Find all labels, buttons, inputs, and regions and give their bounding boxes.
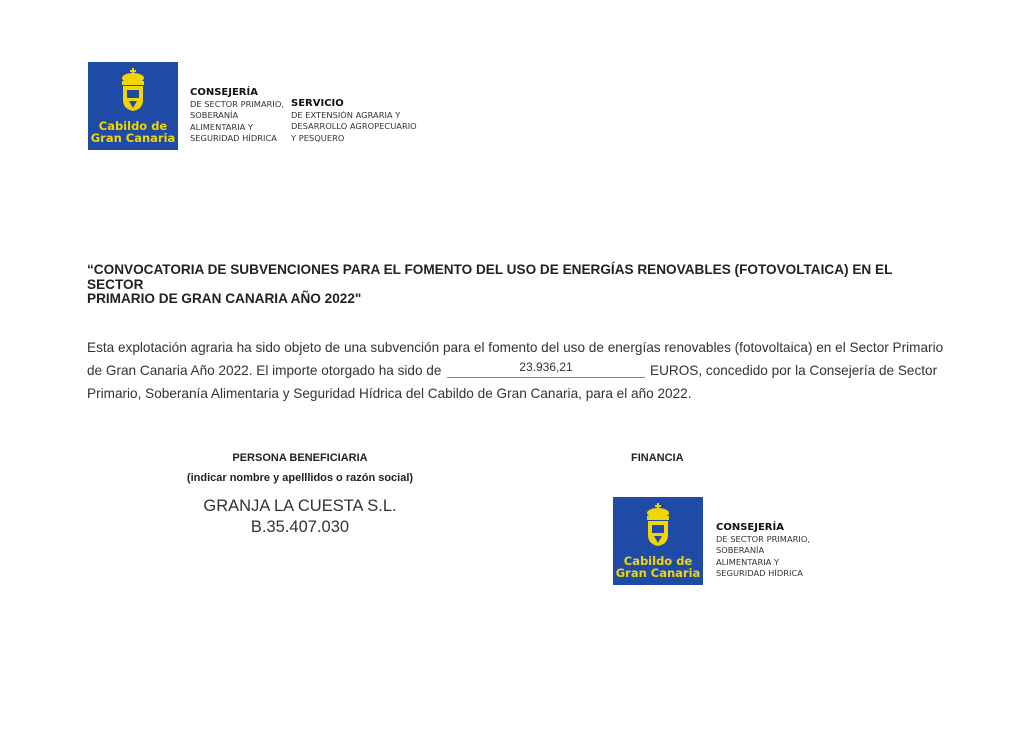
amount-field: 23.936,21 [447,360,645,378]
logo-line2: Gran Canaria [615,566,701,580]
beneficiary-block [150,452,450,538]
funder-cabildo-logo [613,497,703,585]
body-line1: Esta explotación agraria ha sido objeto de una subvención para el fomento del uso de energías renovables (fotovoltaica) en el Sector Primario [87,340,944,355]
beneficiary-hint: (indicar nombre y apelllidos o razón social) [186,472,414,484]
beneficiary-name: GRANJA LA CUESTA S.L. [203,497,397,515]
coat-of-arms-icon [118,68,148,112]
servicio-line: DE EXTENSIÓN AGRARIA Y [291,110,401,120]
consejeria-line: SOBERANÍA [716,545,765,556]
consejeria-line: SEGURIDAD HÍDRICA [716,567,803,578]
coat-of-arms-icon [643,503,673,547]
body-line2-after: EUROS, concedido por la Consejería de Sector [650,363,938,378]
servicio-line: Y PESQUERO [291,132,345,143]
consejeria-line: SOBERANÍA [190,110,239,121]
servicio-heading: SERVICIO [291,98,344,109]
servicio-block [291,98,417,144]
title-line2: PRIMARIO DE GRAN CANARIA AÑO 2022" [87,291,362,306]
logo-line1: Cabildo de [98,119,168,133]
consejeria-block [190,87,284,144]
servicio-line: DESARROLLO AGROPECUARIO [291,121,417,132]
body-line3: Primario, Soberanía Alimentaria y Seguridad Hídrica del Cabildo de Gran Canaria, para el año 2022. [87,386,692,401]
beneficiary-label: PERSONA BENEFICIARIA [232,452,368,464]
beneficiary-tax-id: B.35.407.030 [250,518,350,536]
consejeria-line: DE SECTOR PRIMARIO, [716,534,811,544]
consejeria-heading: CONSEJERÍA [716,522,784,533]
logo-line2: Gran Canaria [90,131,176,145]
consejeria-line: ALIMENTARIA Y [190,121,254,132]
funder-consejeria-block [716,522,810,579]
funder-label: FINANCIA [631,452,684,464]
document-title [87,263,947,307]
consejeria-heading: CONSEJERÍA [190,87,258,98]
consejeria-line: SEGURIDAD HÍDRICA [190,132,277,143]
title-line1: “CONVOCATORIA DE SUBVENCIONES PARA EL FOMENTO DEL USO DE ENERGÍAS RENOVABLES (FOTOVOLTAICA) EN EL SECTOR [87,262,893,292]
consejeria-line: ALIMENTARIA Y [716,556,780,567]
body-line2-before: de Gran Canaria Año 2022. El importe otorgado ha sido de [87,363,442,378]
consejeria-line: DE SECTOR PRIMARIO, [190,99,285,109]
logo-line1: Cabildo de [623,554,693,568]
cabildo-logo [88,62,178,150]
